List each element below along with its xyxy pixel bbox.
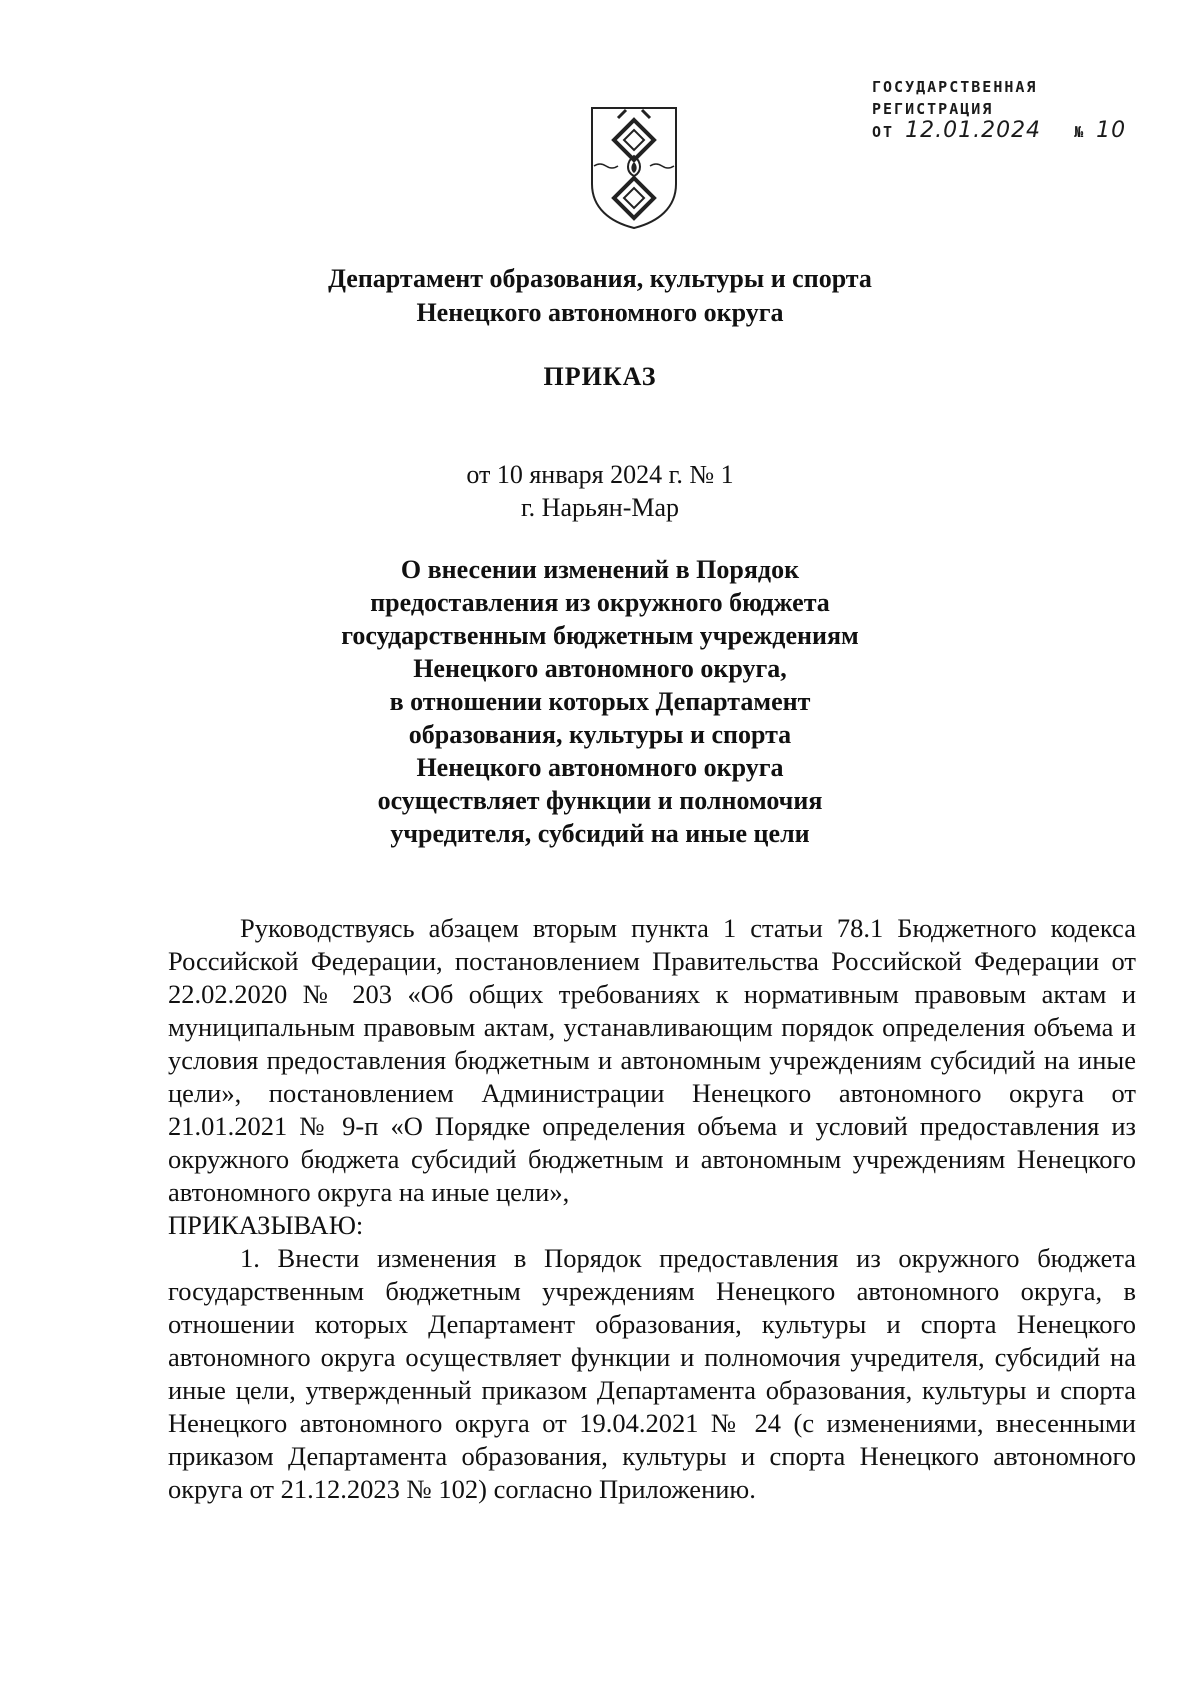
city-name: г. Нарьян-Мар (520, 493, 680, 522)
department-line-2: Ненецкого автономного округа (416, 298, 784, 327)
order-word: ПРИКАЗЫВАЮ: (168, 1210, 364, 1240)
subject-line: осуществляет функции и полномочия (377, 786, 823, 815)
stamp-number-label: № (1074, 123, 1086, 141)
subject-line: Ненецкого автономного округа, (413, 654, 787, 683)
document-type: ПРИКАЗ (543, 362, 657, 391)
subject-line: учредителя, субсидий на иные цели (390, 819, 810, 848)
subject-line: государственным бюджетным учреждениям (341, 621, 859, 650)
subject-line: Ненецкого автономного округа (416, 753, 784, 782)
preamble-paragraph: Руководствуясь абзацем вторым пункта 1 статьи 78.1 Бюджетного кодекса Российской Федерации, постановлением Правительства Российской Федерации от 22.02.2020 № 203 «Об общих требованиях к нормативным правовым актам и муниципальным правовым актам, устанавливающим порядок определения объема и условия предоставления бюджетным и автономным учреждениям субсидий на иные цели», постановлением Администрации Ненецкого автономного округа от 21.01.2021 № 9-п «О Порядке определения объема и условий предоставления из окружного бюджета субсидий бюджетным и автономным учреждениям Ненецкого автономного округа на иные цели», (168, 913, 1136, 1207)
subject-line: предоставления из окружного бюджета (370, 588, 830, 617)
subject-line: образования, культуры и спорта (408, 720, 792, 749)
department-title (0, 262, 1200, 330)
order-date-number: от 10 января 2024 г. № 1 (466, 460, 734, 489)
subject-line: в отношении которых Департамент (389, 687, 811, 716)
registration-stamp (872, 76, 1126, 143)
item-1-paragraph: 1. Внести изменения в Порядок предоставления из окружного бюджета государственным бюджетным учреждениям Ненецкого автономного округа, в отношении которых Департамент образования, культуры и спорта Ненецкого автономного округа осуществляет функции и полномочия учредителя, субсидий на иные цели, утвержденный приказом Департамента образования, культуры и спорта Ненецкого автономного округа от 19.04.2021 № 24 (с изменениями, внесенными приказом Департамента образования, культуры и спорта Ненецкого автономного округа от 21.12.2023 № 102) согласно Приложению. (168, 1243, 1136, 1504)
coat-of-arms-icon (588, 104, 680, 232)
stamp-line-2: РЕГИСТРАЦИЯ (872, 100, 994, 118)
department-line-1: Департамент образования, культуры и спорта (328, 264, 872, 293)
order-subject (0, 553, 1200, 850)
stamp-line-1: ГОСУДАРСТВЕННАЯ (872, 78, 1038, 96)
stamp-number: 10 (1096, 118, 1127, 143)
order-body (168, 912, 1136, 1506)
stamp-date: 12.01.2024 (905, 118, 1042, 143)
stamp-line-3 (872, 120, 1126, 143)
stamp-from-label: ОТ (872, 123, 895, 141)
date-block (0, 458, 1200, 524)
subject-line: О внесении изменений в Порядок (400, 555, 800, 584)
